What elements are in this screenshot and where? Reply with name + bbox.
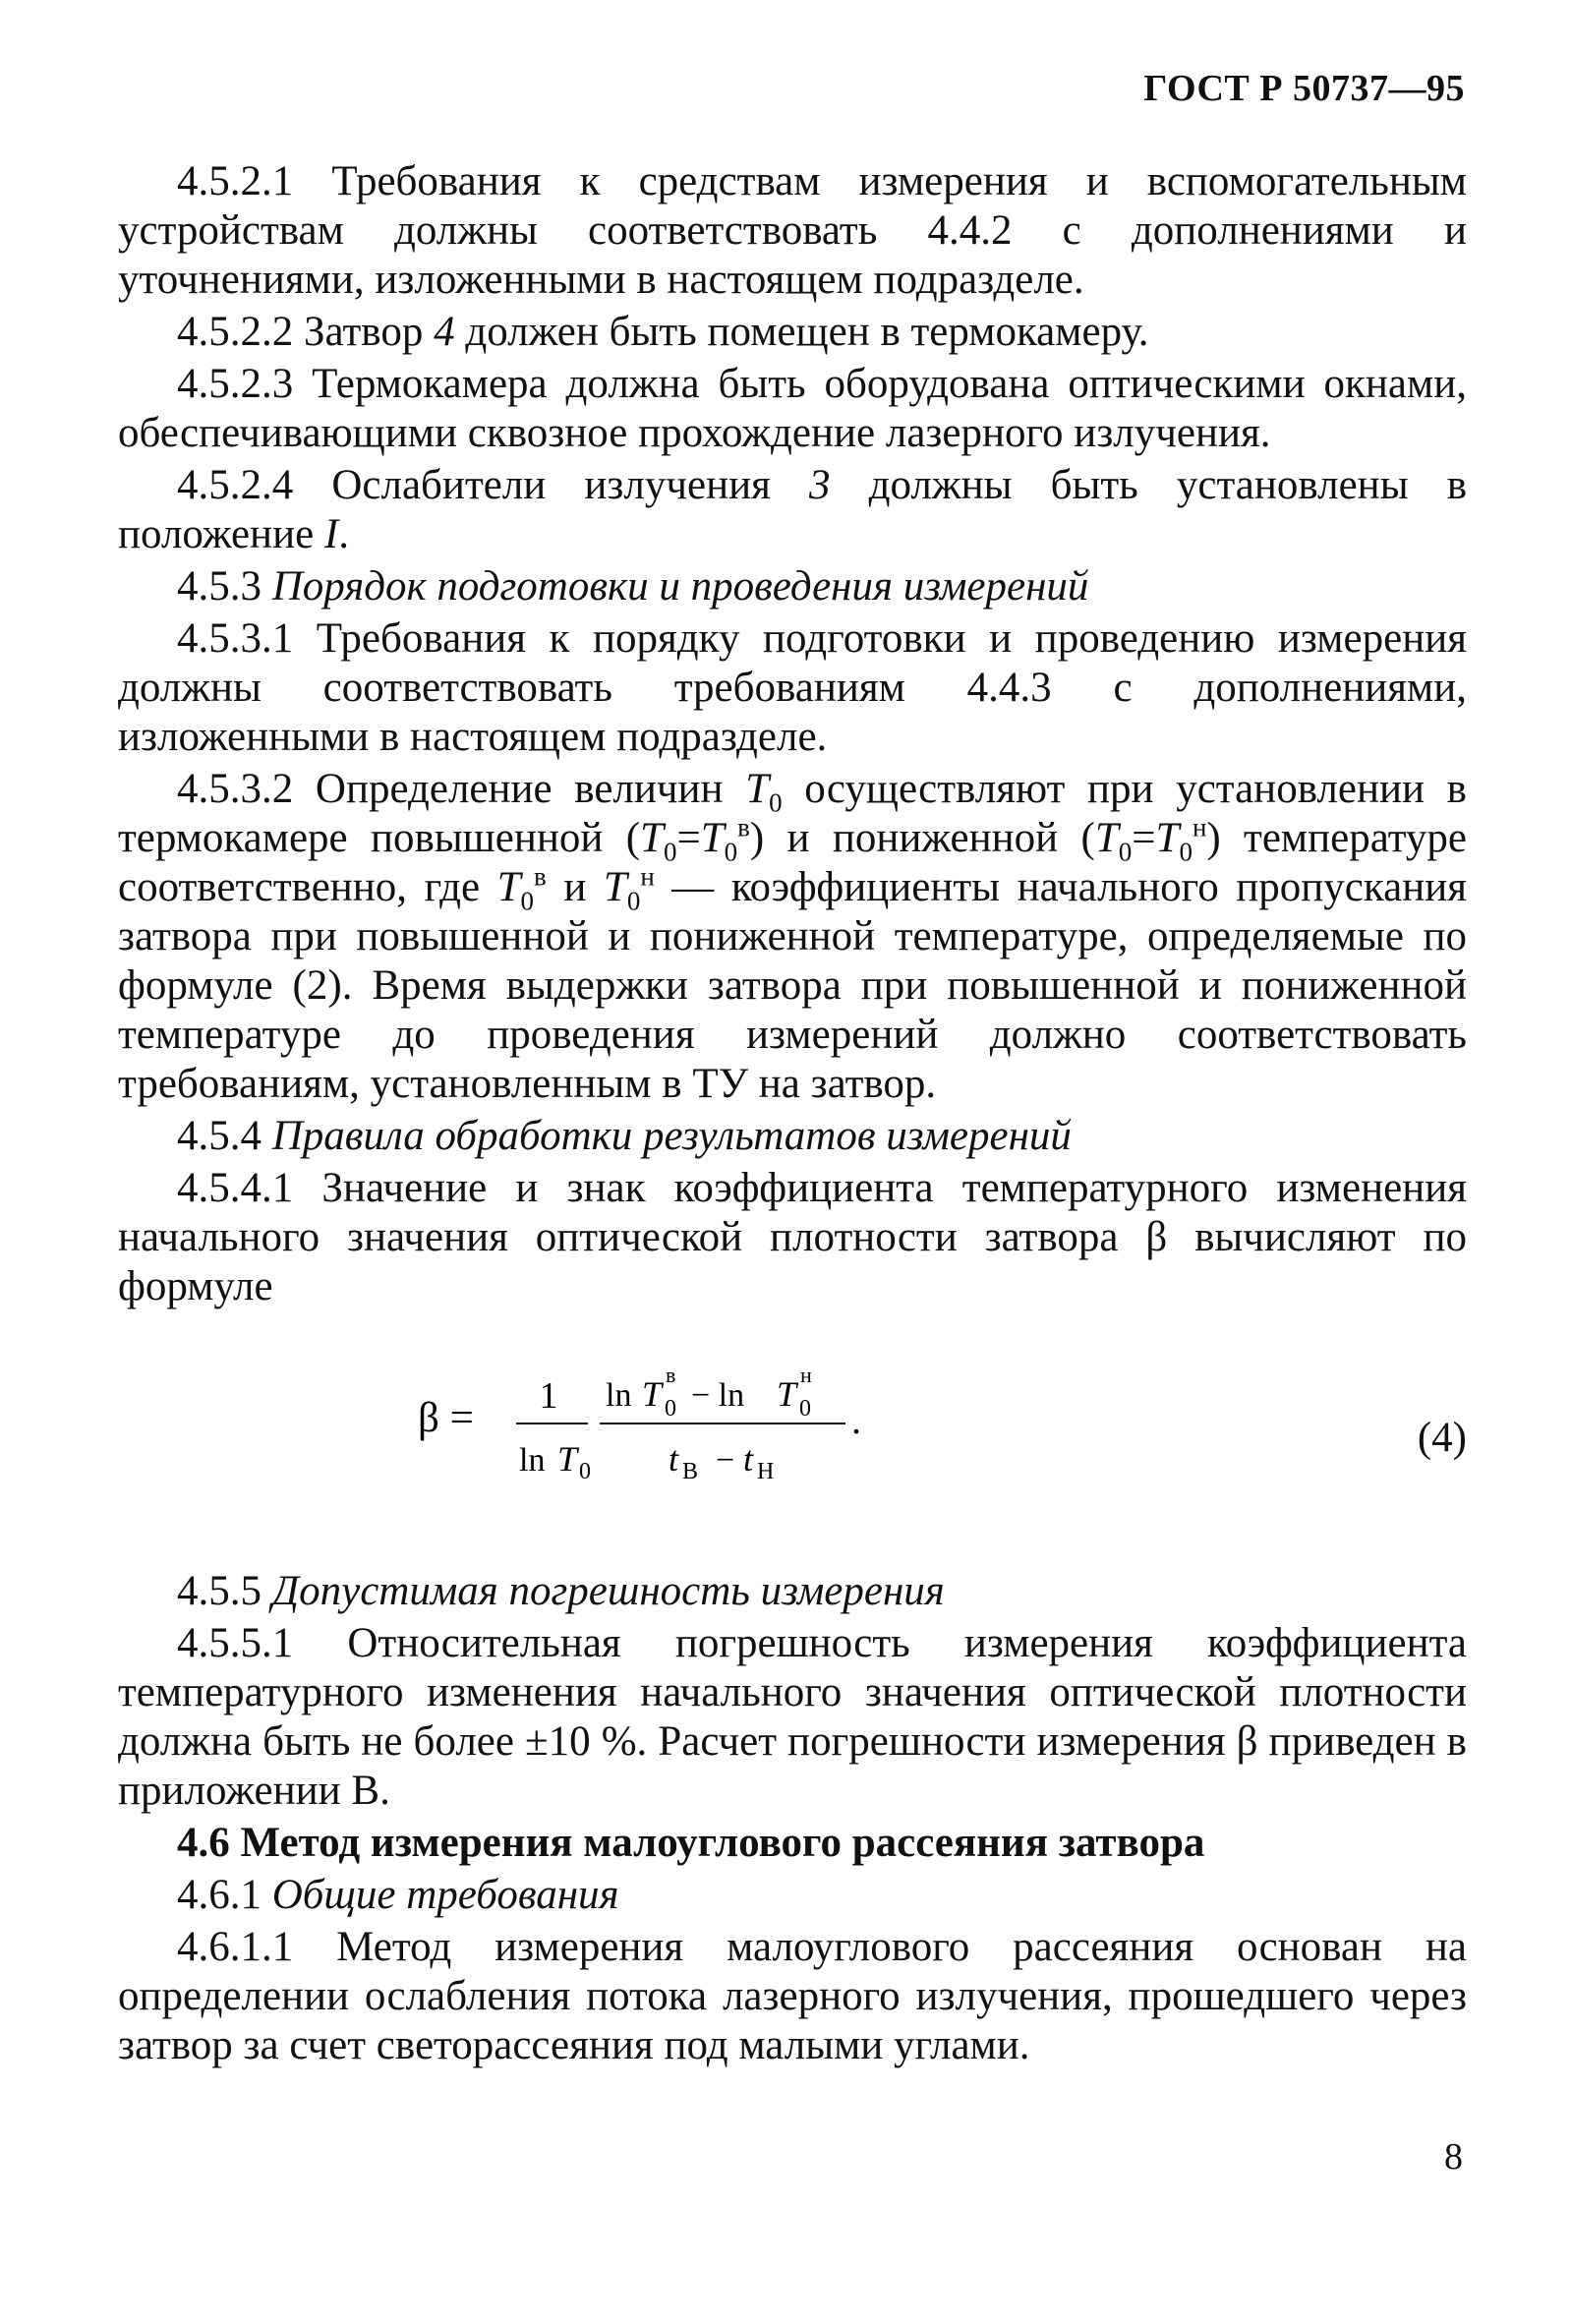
paragraph-4-5-2-4 xyxy=(118,461,1467,559)
formula-T: T xyxy=(642,1374,663,1414)
formula-sub0: 0 xyxy=(799,1396,811,1422)
formula-sub-h: Н xyxy=(757,1459,775,1484)
formula-period: . xyxy=(851,1398,861,1442)
subscript: 0 xyxy=(724,837,738,867)
formula-T: T xyxy=(777,1374,797,1414)
equals: = xyxy=(1132,815,1156,861)
paragraph-4-5-5-1: 4.5.5.1 Относительная погрешность измерения коэффициента температурного изменения начального значения оптической плотности должна быть не более ±10 %. Расчет погрешности измерения β приведен в приложении В. xyxy=(118,1620,1467,1814)
section-title: Общие требования xyxy=(271,1872,619,1918)
paragraph-4-5-3-1: 4.5.3.1 Требования к порядку подготовки и проведению измерения должны соответствовать требованиям 4.4.3 с дополнениями, изложенными в настоящем подразделе. xyxy=(118,615,1467,760)
symbol: T xyxy=(745,766,770,812)
superscript: в xyxy=(534,861,547,892)
section-number: 4.5.4 xyxy=(177,1113,272,1159)
section-heading-4-5-4 xyxy=(118,1112,1467,1161)
section-heading-4-5-3 xyxy=(118,562,1467,611)
formula-ln: ln xyxy=(606,1377,632,1414)
symbol: T xyxy=(700,815,725,861)
section-number: 4.5.5 xyxy=(177,1568,272,1614)
section-title: Порядок подготовки и проведения измерений xyxy=(271,563,1089,610)
paragraph-4-6-1-1: 4.6.1.1 Метод измерения малоуглового рассеяния основан на определении ослабления потока лазерного излучения, прошедшего через затвор за счет светорассеяния под малыми углами. xyxy=(118,1924,1467,2068)
paragraph-4-5-2-2 xyxy=(118,308,1467,357)
page-number: 8 xyxy=(1444,2136,1463,2178)
text: осуществляют при установлении в термокамере повышенной ( xyxy=(118,766,1467,861)
formula-minus-ln: − ln xyxy=(691,1377,745,1414)
formula-sub0: 0 xyxy=(665,1396,676,1422)
equals: = xyxy=(676,815,701,861)
item-ref: 4 xyxy=(434,309,455,355)
text: 4.5.3.2 Определение величин xyxy=(177,766,746,812)
text: ) и пониженной ( xyxy=(749,815,1095,861)
formula-sup-h: н xyxy=(800,1363,812,1387)
formula-t: t xyxy=(669,1439,679,1479)
subscript: 0 xyxy=(1179,837,1193,867)
formula-4 xyxy=(118,1331,1467,1547)
section-heading-4-6: 4.6 Метод измерения малоуглового рассеяния затвора xyxy=(177,1820,1205,1866)
formula-ln: ln xyxy=(519,1442,546,1479)
paragraph-4-5-2-3: 4.5.2.3 Термокамера должна быть оборудована оптическими окнами, обеспечивающими сквозное прохождение лазерного излучения. xyxy=(118,361,1467,456)
subscript: 0 xyxy=(769,787,783,818)
formula-T: T xyxy=(557,1439,578,1479)
text: — коэффициенты начального пропускания затвора при повышенной и пониженной температуре, определяемые по формуле (2). Время выдержки затвора при повышенной и пониженной температуре до проведения измерений должно соответствовать требованиям, установленным в ТУ на затвор. xyxy=(118,864,1468,1107)
superscript: н xyxy=(640,861,655,892)
symbol: T xyxy=(603,864,627,910)
text: 4.5.2.4 Ослабители излучения xyxy=(177,462,809,508)
symbol: T xyxy=(1155,815,1180,861)
section-number: 4.6.1 xyxy=(177,1872,272,1918)
subscript: 0 xyxy=(520,886,535,916)
paragraph-4-5-2-1: 4.5.2.1 Требования к средствам измерения и вспомогательным устройствам должны соответствовать 4.4.2 с дополнениями и уточнениями, изложенными в настоящем подразделе. xyxy=(118,158,1467,303)
paragraph-4-5-3-2 xyxy=(118,765,1467,1109)
superscript: в xyxy=(737,812,750,842)
superscript: н xyxy=(1192,812,1207,842)
paragraph-4-5-4-1: 4.5.4.1 Значение и знак коэффициента температурного изменения начального значения оптической плотности затвора β вычисляют по формуле xyxy=(118,1165,1467,1309)
subscript: 0 xyxy=(663,837,677,867)
formula-numerator-one: 1 xyxy=(539,1375,558,1417)
text: . xyxy=(338,511,349,557)
formula-lhs: β = xyxy=(418,1395,474,1441)
text: 4.5.2.2 Затвор xyxy=(177,309,435,355)
section-heading-4-5-5 xyxy=(118,1567,1467,1616)
text: должны быть установлены в положение xyxy=(118,462,1467,557)
section-number: 4.5.3 xyxy=(177,563,272,610)
item-ref: 3 xyxy=(809,462,831,508)
position-ref: I xyxy=(323,511,339,557)
symbol: T xyxy=(640,815,664,861)
section-heading-4-6-1 xyxy=(118,1871,1467,1920)
subscript: 0 xyxy=(1118,837,1133,867)
equation-number: (4) xyxy=(1417,1415,1467,1461)
section-title: Допустимая погрешность измерения xyxy=(271,1568,945,1614)
symbol: T xyxy=(1094,815,1119,861)
document-header: ГОСТ Р 50737—95 xyxy=(1143,68,1465,109)
formula-sup-b: в xyxy=(666,1363,676,1387)
formula-minus: − xyxy=(716,1442,735,1479)
text: должен быть помещен в термокамеру. xyxy=(454,309,1149,355)
formula-graphic xyxy=(118,1331,1467,1547)
text: ) температуре соответственно, где xyxy=(118,815,1467,910)
formula-sub-b: В xyxy=(682,1459,699,1484)
symbol: T xyxy=(496,864,521,910)
text: и xyxy=(546,864,604,910)
formula-t: t xyxy=(743,1439,754,1479)
subscript: 0 xyxy=(626,886,641,916)
document-body xyxy=(118,157,1467,2073)
formula-sub0: 0 xyxy=(579,1459,591,1484)
section-title: Правила обработки результатов измерений xyxy=(271,1113,1072,1159)
